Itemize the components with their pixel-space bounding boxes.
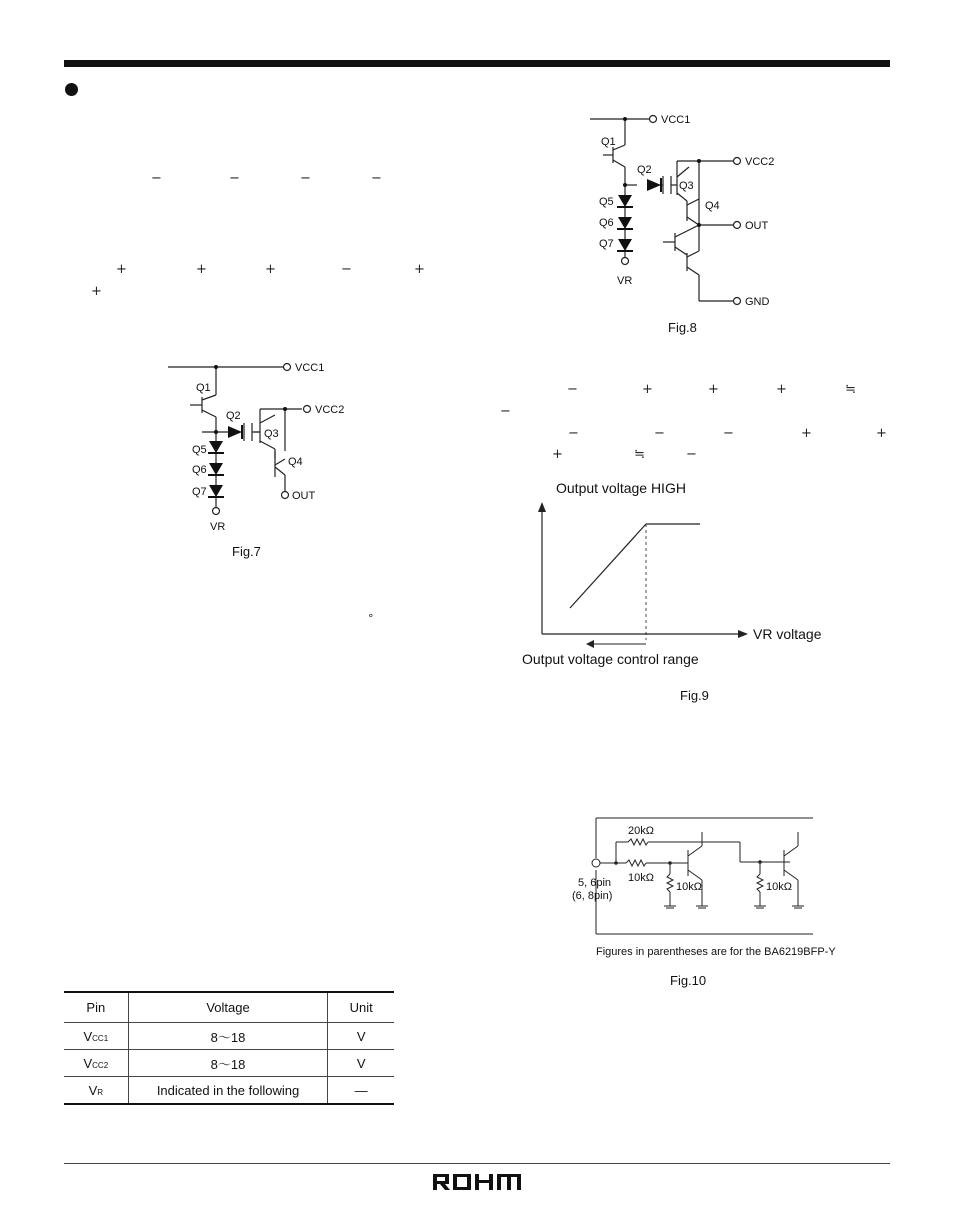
fig7-caption: Fig.7 (232, 544, 261, 559)
fig8-q3-label: Q3 (679, 180, 694, 192)
fig8-q5-label: Q5 (599, 196, 614, 208)
fig7-q2-label: Q2 (226, 410, 241, 422)
unit-cell: V (328, 1050, 394, 1077)
plus-sign: + (776, 382, 787, 397)
minus-sign: − (567, 382, 578, 397)
unit-cell: — (328, 1077, 394, 1105)
pin-name: V (83, 1055, 93, 1071)
minus-sign: − (686, 447, 697, 462)
fig7-vcc1-label: VCC1 (295, 362, 325, 374)
pin-name: V (83, 1028, 93, 1044)
fig9-range-label: Output voltage control range (522, 651, 699, 667)
fig10-note: Figures in parentheses are for the BA6219BFP-Y (596, 946, 836, 958)
plus-sign: + (196, 262, 207, 277)
approx-sign: ≒ (634, 447, 645, 462)
plus-sign: + (801, 426, 812, 441)
fig10-pin-label-alt: (6, 8pin) (572, 890, 613, 902)
fig10-schematic (560, 810, 830, 940)
voltage-cell: 8〜18 (128, 1050, 328, 1077)
table-row (64, 1077, 394, 1105)
fig8-vr-label: VR (617, 275, 633, 287)
rohm-logo (433, 1172, 521, 1192)
fig8-q4-label: Q4 (705, 200, 720, 212)
minus-sign: − (229, 171, 240, 186)
fig7-vcc2-label: VCC2 (315, 404, 345, 416)
header-rule (64, 60, 890, 67)
fig10-caption: Fig.10 (670, 973, 707, 988)
table-header-row (64, 992, 394, 1023)
plus-sign: + (116, 262, 127, 277)
pin-subscript: CC2 (92, 1060, 109, 1070)
col-header-pin: Pin (64, 992, 128, 1023)
minus-sign: − (371, 171, 382, 186)
unit-cell: V (328, 1023, 394, 1050)
fig7-q4-label: Q4 (288, 456, 303, 468)
pin-subscript: CC1 (92, 1033, 109, 1043)
plus-sign: + (876, 426, 887, 441)
fig8-vcc2-label: VCC2 (745, 156, 775, 168)
fig9-y-title: Output voltage HIGH (556, 480, 686, 496)
plus-sign: + (708, 382, 719, 397)
col-header-voltage: Voltage (128, 992, 328, 1023)
col-header-unit: Unit (328, 992, 394, 1023)
minus-sign: − (568, 426, 579, 441)
section-bullet (65, 83, 78, 96)
minus-sign: − (723, 426, 734, 441)
fig8-q1-label: Q1 (601, 136, 616, 148)
minus-sign: − (654, 426, 665, 441)
fig9-x-title: VR voltage (753, 626, 822, 642)
plus-sign: + (552, 447, 563, 462)
pin-name: V (88, 1082, 98, 1098)
plus-sign: + (414, 262, 425, 277)
fig8-gnd-label: GND (745, 296, 770, 308)
fig10-r1-label: 20kΩ (628, 825, 654, 837)
minus-sign: − (151, 171, 162, 186)
fig7-vr-label: VR (210, 521, 226, 533)
pin-subscript: R (97, 1087, 104, 1097)
fig10-r4-label: 10kΩ (766, 881, 792, 893)
fig8-vcc1-label: VCC1 (661, 114, 691, 126)
fig10-r2-label: 10kΩ (628, 872, 654, 884)
fig9-plot (530, 500, 750, 650)
pin-cell (64, 1050, 128, 1077)
fig7-q5-label: Q5 (192, 444, 207, 456)
footer-rule (64, 1163, 890, 1164)
fig8-caption: Fig.8 (668, 320, 697, 335)
minus-sign: − (500, 404, 511, 419)
voltage-cell: 8〜18 (128, 1023, 328, 1050)
voltage-cell: Indicated in the following (128, 1077, 328, 1105)
operating-voltage-table (64, 991, 394, 1105)
table-row (64, 1050, 394, 1077)
fig7-q1-label: Q1 (196, 382, 211, 394)
minus-sign: − (300, 171, 311, 186)
degree-sign: ° (368, 612, 374, 625)
pin-cell (64, 1077, 128, 1105)
fig8-schematic (585, 105, 785, 315)
fig7-out-label: OUT (292, 490, 316, 502)
fig7-q7-label: Q7 (192, 486, 207, 498)
pin-cell (64, 1023, 128, 1050)
fig7-q3-label: Q3 (264, 428, 279, 440)
fig8-q2-label: Q2 (637, 164, 652, 176)
fig7-q6-label: Q6 (192, 464, 207, 476)
fig9-caption: Fig.9 (680, 688, 709, 703)
fig10-r3-label: 10kΩ (676, 881, 702, 893)
minus-sign: − (341, 262, 352, 277)
plus-sign: + (642, 382, 653, 397)
approx-sign: ≒ (845, 382, 856, 397)
fig8-q7-label: Q7 (599, 238, 614, 250)
plus-sign: + (265, 262, 276, 277)
fig10-pin-label: 5, 6pin (578, 877, 612, 889)
table-row (64, 1023, 394, 1050)
plus-sign: + (91, 284, 102, 299)
fig8-out-label: OUT (745, 220, 769, 232)
fig8-q6-label: Q6 (599, 217, 614, 229)
fig7-schematic (160, 355, 360, 540)
